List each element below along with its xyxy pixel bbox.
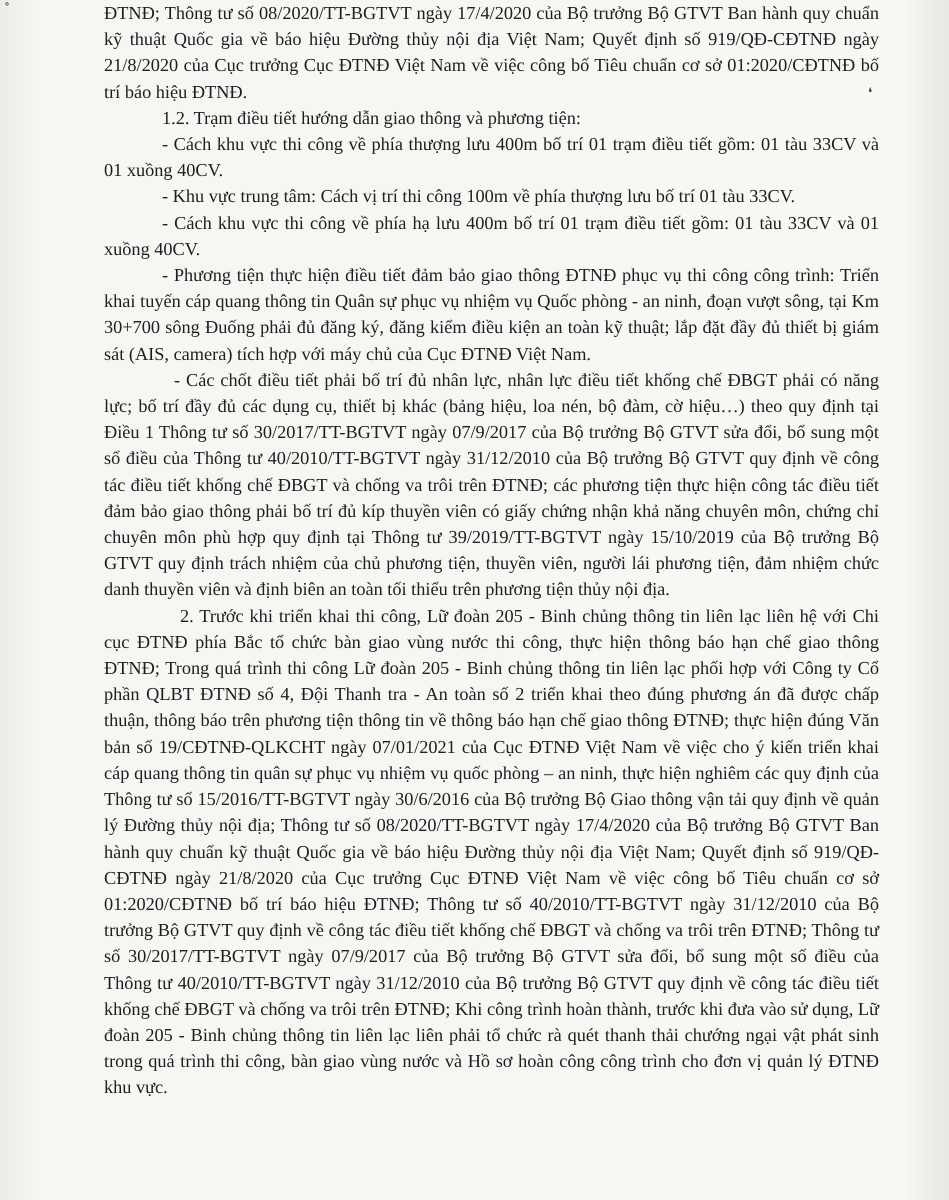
paragraph-central-area: - Khu vực trung tâm: Cách vị trí thi công 100m về phía thượng lưu bố trí 01 tàu 33CV. [162, 186, 796, 207]
paragraph-upstream-station: - Cách khu vực thi công về phía thượng lưu 400m bố trí 01 trạm điều tiết gồm: 01 tàu 33CV và 01 xuồng 40CV. [104, 134, 879, 181]
paragraph-continuation: ĐTNĐ; Thông tư số 08/2020/TT-BGTVT ngày 17/4/2020 của Bộ trưởng Bộ GTVT Ban hành quy chuẩn kỹ thuật Quốc gia về báo hiệu Đường thủy nội địa Việt Nam; Quyết định số 919/QĐ-CĐTNĐ ngày 21/8/2020 của Cục trưởng Cục ĐTNĐ Việt Nam về việc công bố Tiêu chuẩn cơ sở 01:2020/CĐTNĐ bố trí báo hiệu ĐTNĐ. [104, 3, 879, 102]
section-heading-1-2: 1.2. Trạm điều tiết hướng dẫn giao thông và phương tiện: [162, 107, 581, 128]
paragraph-downstream-station: - Cách khu vực thi công về phía hạ lưu 400m bố trí 01 trạm điều tiết gồm: 01 tàu 33CV và 01 xuồng 40CV. [104, 212, 879, 259]
document-body [104, 0, 879, 1101]
paragraph-control-points: - Các chốt điều tiết phải bố trí đủ nhân lực, nhân lực điều tiết khống chế ĐBGT phải có năng lực; bố trí đầy đủ các dụng cụ, thiết bị khác (bảng hiệu, loa nén, bộ đàm, cờ hiệu…) theo quy định tại Điều 1 Thông tư số 30/2017/TT-BGTVT ngày 07/9/2017 của Bộ trưởng Bộ GTVT sửa đổi, bổ sung một số điều của Thông tư 40/2010/TT-BGTVT ngày 31/12/2010 của Bộ trưởng Bộ GTVT quy định về công tác điều tiết khống chế ĐBGT và chống va trôi trên ĐTNĐ; các phương tiện thực hiện công tác điều tiết đảm bảo giao thông phải bố trí đủ kíp thuyền viên có giấy chứng nhận khả năng chuyên môn, chứng chỉ chuyên môn phù hợp quy định tại Thông tư 39/2019/TT-BGTVT ngày 15/10/2019 của Bộ trưởng Bộ GTVT quy định trách nhiệm của chủ phương tiện, thuyền viên, người lái phương tiện, đảm nhiệm chức danh thuyền viên và định biên an toàn tối thiểu trên phương tiện thủy nội địa. [104, 369, 879, 600]
paragraph-section-2: 2. Trước khi triển khai thi công, Lữ đoàn 205 - Binh chủng thông tin liên lạc liên hệ với Chi cục ĐTNĐ phía Bắc tổ chức bàn giao vùng nước thi công, thực hiện thông báo hạn chế giao thông ĐTNĐ; Trong quá trình thi công Lữ đoàn 205 - Binh chủng thông tin liên lạc phối hợp với Công ty Cổ phần QLBT ĐTNĐ số 4, Đội Thanh tra - An toàn số 2 triển khai theo đúng phương án đã được chấp thuận, thông báo trên phương tiện thông tin về thông báo hạn chế giao thông ĐTNĐ; thực hiện đúng Văn bản số 19/CĐTNĐ-QLKCHT ngày 07/01/2021 của Cục ĐTNĐ Việt Nam về việc cho ý kiến triển khai cáp quang thông tin quân sự phục vụ nhiệm vụ quốc phòng – an ninh, thực hiện nghiêm các quy định của Thông tư số 15/2016/TT-BGTVT ngày 30/6/2016 của Bộ trưởng Bộ Giao thông vận tải quy định về quản lý Đường thủy nội địa; Thông tư số 08/2020/TT-BGTVT ngày 17/4/2020 của Bộ trưởng Bộ GTVT Ban hành quy chuẩn kỹ thuật Quốc gia về báo hiệu Đường thủy nội địa Việt Nam; Quyết định số 919/QĐ-CĐTNĐ ngày 21/8/2020 của Cục trưởng Cục ĐTNĐ Việt Nam về việc công bố Tiêu chuẩn cơ sở 01:2020/CĐTNĐ bố trí báo hiệu ĐTNĐ; Thông tư số 40/2010/TT-BGTVT ngày 31/12/2010 của Bộ trưởng Bộ GTVT quy định về công tác điều tiết khống chế ĐBGT và chống va trôi trên ĐTNĐ; Thông tư số 30/2017/TT-BGTVT ngày 07/9/2017 của Bộ trưởng Bộ GTVT sửa đổi, bổ sung một số điều của Thông tư 40/2010/TT-BGTVT ngày 31/12/2010 của Bộ trưởng Bộ GTVT quy định về công tác điều tiết khống chế ĐBGT và chống va trôi trên ĐTNĐ; Khi công trình hoàn thành, trước khi đưa vào sử dụng, Lữ đoàn 205 - Binh chủng thông tin liên lạc liên phải tổ chức rà quét thanh thải chướng ngại vật phát sinh trong quá trình thi công, bàn giao vùng nước và Hồ sơ hoàn công công trình cho đơn vị quản lý ĐTNĐ khu vực. [104, 605, 879, 1098]
scan-mark: ❛ [868, 86, 873, 101]
scan-mark: ˚ [4, 2, 10, 16]
paragraph-vessels: - Phương tiện thực hiện điều tiết đảm bảo giao thông ĐTNĐ phục vụ thi công công trình: Triển khai tuyến cáp quang thông tin Quân sự phục vụ nhiệm vụ Quốc phòng - an ninh, đoạn vượt sông, tại Km 30+700 sông Đuống phải đủ đăng ký, đăng kiểm điều kiện an toàn kỹ thuật; lắp đặt đầy đủ thiết bị giám sát (AIS, camera) tích hợp với máy chủ của Cục ĐTNĐ Việt Nam. [104, 265, 879, 364]
